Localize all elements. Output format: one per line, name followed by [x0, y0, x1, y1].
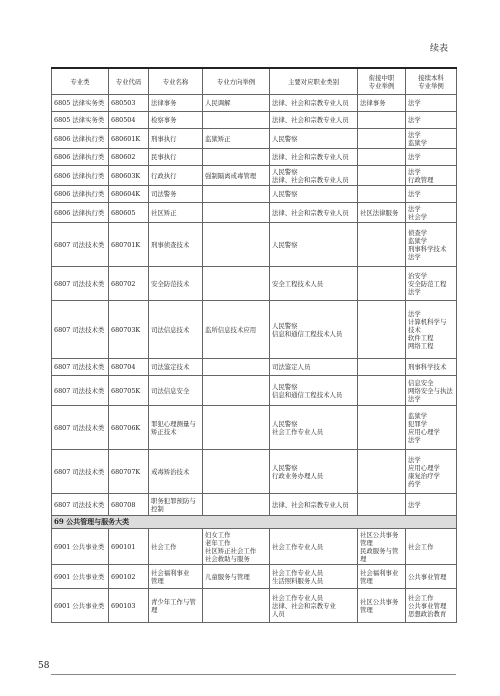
name-cell: 民事执行 [149, 149, 203, 166]
code-cell: 680504 [109, 112, 149, 129]
table-row [52, 565, 457, 589]
occupation-cell: 人民警察 法律、社会和宗教专业人员 [270, 166, 358, 186]
table-row [52, 129, 457, 149]
category-cell: 6805 法律实务类 [52, 112, 109, 129]
undergrad-cell: 法学 计算机科学与 技术 软件工程 网络工程 [406, 301, 457, 359]
occupation-cell: 司法鉴定人员 [270, 359, 358, 376]
category-cell: 6807 司法技术类 [52, 301, 109, 359]
category-cell: 6807 司法技术类 [52, 450, 109, 494]
category-cell: 6807 司法技术类 [52, 267, 109, 301]
secondary-cell [358, 376, 406, 406]
undergrad-cell: 法学 监狱学 [406, 129, 457, 149]
direction-cell [203, 589, 270, 623]
table-row [52, 112, 457, 129]
direction-cell [203, 267, 270, 301]
secondary-cell: 社区公共事务管理 民政服务与管理 [358, 529, 406, 565]
category-cell: 6807 司法技术类 [52, 494, 109, 516]
occupation-cell: 社会工作专业人员 生活照料服务人员 [270, 565, 358, 589]
header-major-code: 专业代码 [109, 68, 149, 95]
occupation-cell: 人民警察 [270, 129, 358, 149]
occupation-cell: 人民警察 [270, 223, 358, 267]
direction-cell [203, 376, 270, 406]
undergrad-cell: 法学 [406, 112, 457, 129]
occupation-cell: 法律、社会和宗教专业人员 [270, 95, 358, 112]
name-cell: 罪犯心理测量与 矫正技术 [149, 406, 203, 450]
code-cell: 680604K [109, 186, 149, 203]
table-row [52, 359, 457, 376]
name-cell: 检察事务 [149, 112, 203, 129]
category-cell: 6807 司法技术类 [52, 376, 109, 406]
category-cell: 6901 公共事业类 [52, 589, 109, 623]
table-row [52, 589, 457, 623]
direction-cell: 监狱矫正 [203, 129, 270, 149]
code-cell: 680601K [109, 129, 149, 149]
secondary-cell [358, 129, 406, 149]
category-cell: 6901 公共事业类 [52, 529, 109, 565]
occupation-cell: 法律、社会和宗教专业人员 [270, 494, 358, 516]
code-cell: 680705K [109, 376, 149, 406]
undergrad-cell: 治安学 安全防范工程 法学 [406, 267, 457, 301]
category-cell: 6806 法律执行类 [52, 203, 109, 223]
category-cell: 6901 公共事业类 [52, 565, 109, 589]
header-major-category: 专业类 [52, 68, 109, 95]
secondary-cell [358, 112, 406, 129]
name-cell: 社会工作 [149, 529, 203, 565]
undergrad-cell: 侦查学 监狱学 刑事科学技术 法学 [406, 223, 457, 267]
occupation-cell: 人民警察 行政业务办理人员 [270, 450, 358, 494]
secondary-cell [358, 166, 406, 186]
table-row [52, 223, 457, 267]
secondary-cell [358, 223, 406, 267]
name-cell: 司法警务 [149, 186, 203, 203]
occupation-cell: 安全工程技术人员 [270, 267, 358, 301]
secondary-cell: 社区法律服务 [358, 203, 406, 223]
category-cell: 6807 司法技术类 [52, 223, 109, 267]
undergrad-cell: 社会工作 公共事业管理 思想政治教育 [406, 589, 457, 623]
undergrad-cell: 公共事业管理 [406, 565, 457, 589]
footer-rule [51, 674, 456, 675]
category-cell: 6806 法律执行类 [52, 149, 109, 166]
secondary-cell [358, 186, 406, 203]
name-cell: 刑事执行 [149, 129, 203, 149]
secondary-cell [358, 494, 406, 516]
name-cell: 行政执行 [149, 166, 203, 186]
secondary-cell [358, 301, 406, 359]
occupation-cell: 人民警察 社会工作专业人员 [270, 406, 358, 450]
direction-cell: 儿童服务与管理 [203, 565, 270, 589]
occupation-cell: 人民警察 [270, 186, 358, 203]
secondary-cell [358, 149, 406, 166]
table-row [52, 406, 457, 450]
header-direction-examples: 专业方向举例 [203, 68, 270, 95]
code-cell: 680703K [109, 301, 149, 359]
direction-cell: 人民调解 [203, 95, 270, 112]
direction-cell: 强制隔离戒毒管理 [203, 166, 270, 186]
continued-label: 续表 [429, 44, 448, 54]
code-cell: 690101 [109, 529, 149, 565]
header-secondary-vocational: 衔接中职 专业举例 [358, 68, 406, 95]
occupation-cell: 法律、社会和宗教专业人员 [270, 203, 358, 223]
table-row [52, 267, 457, 301]
category-cell: 6806 法律执行类 [52, 186, 109, 203]
table-row [52, 301, 457, 359]
name-cell: 司法鉴定技术 [149, 359, 203, 376]
secondary-cell: 社会福利事业管理 [358, 565, 406, 589]
undergrad-cell: 法学 行政管理 [406, 166, 457, 186]
secondary-cell [358, 359, 406, 376]
direction-cell [203, 149, 270, 166]
code-cell: 690102 [109, 565, 149, 589]
code-cell: 680603K [109, 166, 149, 186]
name-cell: 青少年工作与管理 [149, 589, 203, 623]
name-cell: 安全防范技术 [149, 267, 203, 301]
code-cell: 680707K [109, 450, 149, 494]
name-cell: 法律事务 [149, 95, 203, 112]
code-cell: 680704 [109, 359, 149, 376]
table-row [52, 166, 457, 186]
name-cell: 社区矫正 [149, 203, 203, 223]
name-cell: 职务犯罪预防与 控制 [149, 494, 203, 516]
direction-cell [203, 406, 270, 450]
undergrad-cell: 监狱学 犯罪学 应用心理学 法学 [406, 406, 457, 450]
direction-cell [203, 450, 270, 494]
section-title: 69 公共管理与服务大类 [52, 516, 457, 529]
occupation-cell: 法律、社会和宗教专业人员 [270, 149, 358, 166]
undergrad-cell: 信息安全 网络安全与执法 法学 [406, 376, 457, 406]
table-row [52, 529, 457, 565]
undergrad-cell: 法学 [406, 95, 457, 112]
major-catalog-table [51, 67, 457, 623]
page-number: 58 [38, 661, 50, 671]
direction-cell [203, 494, 270, 516]
header-undergraduate: 接续本科 专业举例 [406, 68, 457, 95]
undergrad-cell: 社会工作 [406, 529, 457, 565]
name-cell: 戒毒矫治技术 [149, 450, 203, 494]
code-cell: 680701K [109, 223, 149, 267]
name-cell: 刑事侦查技术 [149, 223, 203, 267]
code-cell: 680708 [109, 494, 149, 516]
table-header-row [52, 68, 457, 95]
direction-cell [203, 186, 270, 203]
direction-cell [203, 112, 270, 129]
code-cell: 680503 [109, 95, 149, 112]
direction-cell: 监所信息技术应用 [203, 301, 270, 359]
occupation-cell: 法律、社会和宗教专业人员 [270, 112, 358, 129]
table-row [52, 450, 457, 494]
code-cell: 680702 [109, 267, 149, 301]
undergrad-cell: 法学 应用心理学 康复治疗学 药学 [406, 450, 457, 494]
header-major-name: 专业名称 [149, 68, 203, 95]
occupation-cell: 人民警察 信息和通信工程技术人员 [270, 376, 358, 406]
table-row [52, 186, 457, 203]
direction-cell: 妇女工作 老年工作 社区矫正社会工作 社会救助与服务 [203, 529, 270, 565]
direction-cell [203, 203, 270, 223]
category-cell: 6806 法律执行类 [52, 129, 109, 149]
table-row [52, 95, 457, 112]
secondary-cell [358, 406, 406, 450]
code-cell: 680605 [109, 203, 149, 223]
name-cell: 司法信息技术 [149, 301, 203, 359]
code-cell: 680706K [109, 406, 149, 450]
category-cell: 6806 法律执行类 [52, 166, 109, 186]
name-cell: 司法信息安全 [149, 376, 203, 406]
category-cell: 6807 司法技术类 [52, 406, 109, 450]
secondary-cell [358, 450, 406, 494]
code-cell: 690103 [109, 589, 149, 623]
undergrad-cell: 刑事科学技术 [406, 359, 457, 376]
table-row [52, 494, 457, 516]
category-cell: 6805 法律实务类 [52, 95, 109, 112]
section-row [52, 516, 457, 529]
undergrad-cell: 法学 社会学 [406, 203, 457, 223]
undergrad-cell: 法学 [406, 494, 457, 516]
table-row [52, 203, 457, 223]
secondary-cell: 社区公共事务管理 [358, 589, 406, 623]
table-row [52, 149, 457, 166]
secondary-cell [358, 267, 406, 301]
header-occupation-category: 主要对应职业类别 [270, 68, 358, 95]
direction-cell [203, 223, 270, 267]
code-cell: 680602 [109, 149, 149, 166]
undergrad-cell: 法学 [406, 149, 457, 166]
category-cell: 6807 司法技术类 [52, 359, 109, 376]
undergrad-cell: 法学 [406, 186, 457, 203]
secondary-cell: 法律事务 [358, 95, 406, 112]
occupation-cell: 人民警察 信息和通信工程技术人员 [270, 301, 358, 359]
occupation-cell: 社会工作专业人员 [270, 529, 358, 565]
name-cell: 社会福利事业 管理 [149, 565, 203, 589]
occupation-cell: 社会工作专业人员 法律、社会和宗教专业 人员 [270, 589, 358, 623]
direction-cell [203, 359, 270, 376]
table-row [52, 376, 457, 406]
